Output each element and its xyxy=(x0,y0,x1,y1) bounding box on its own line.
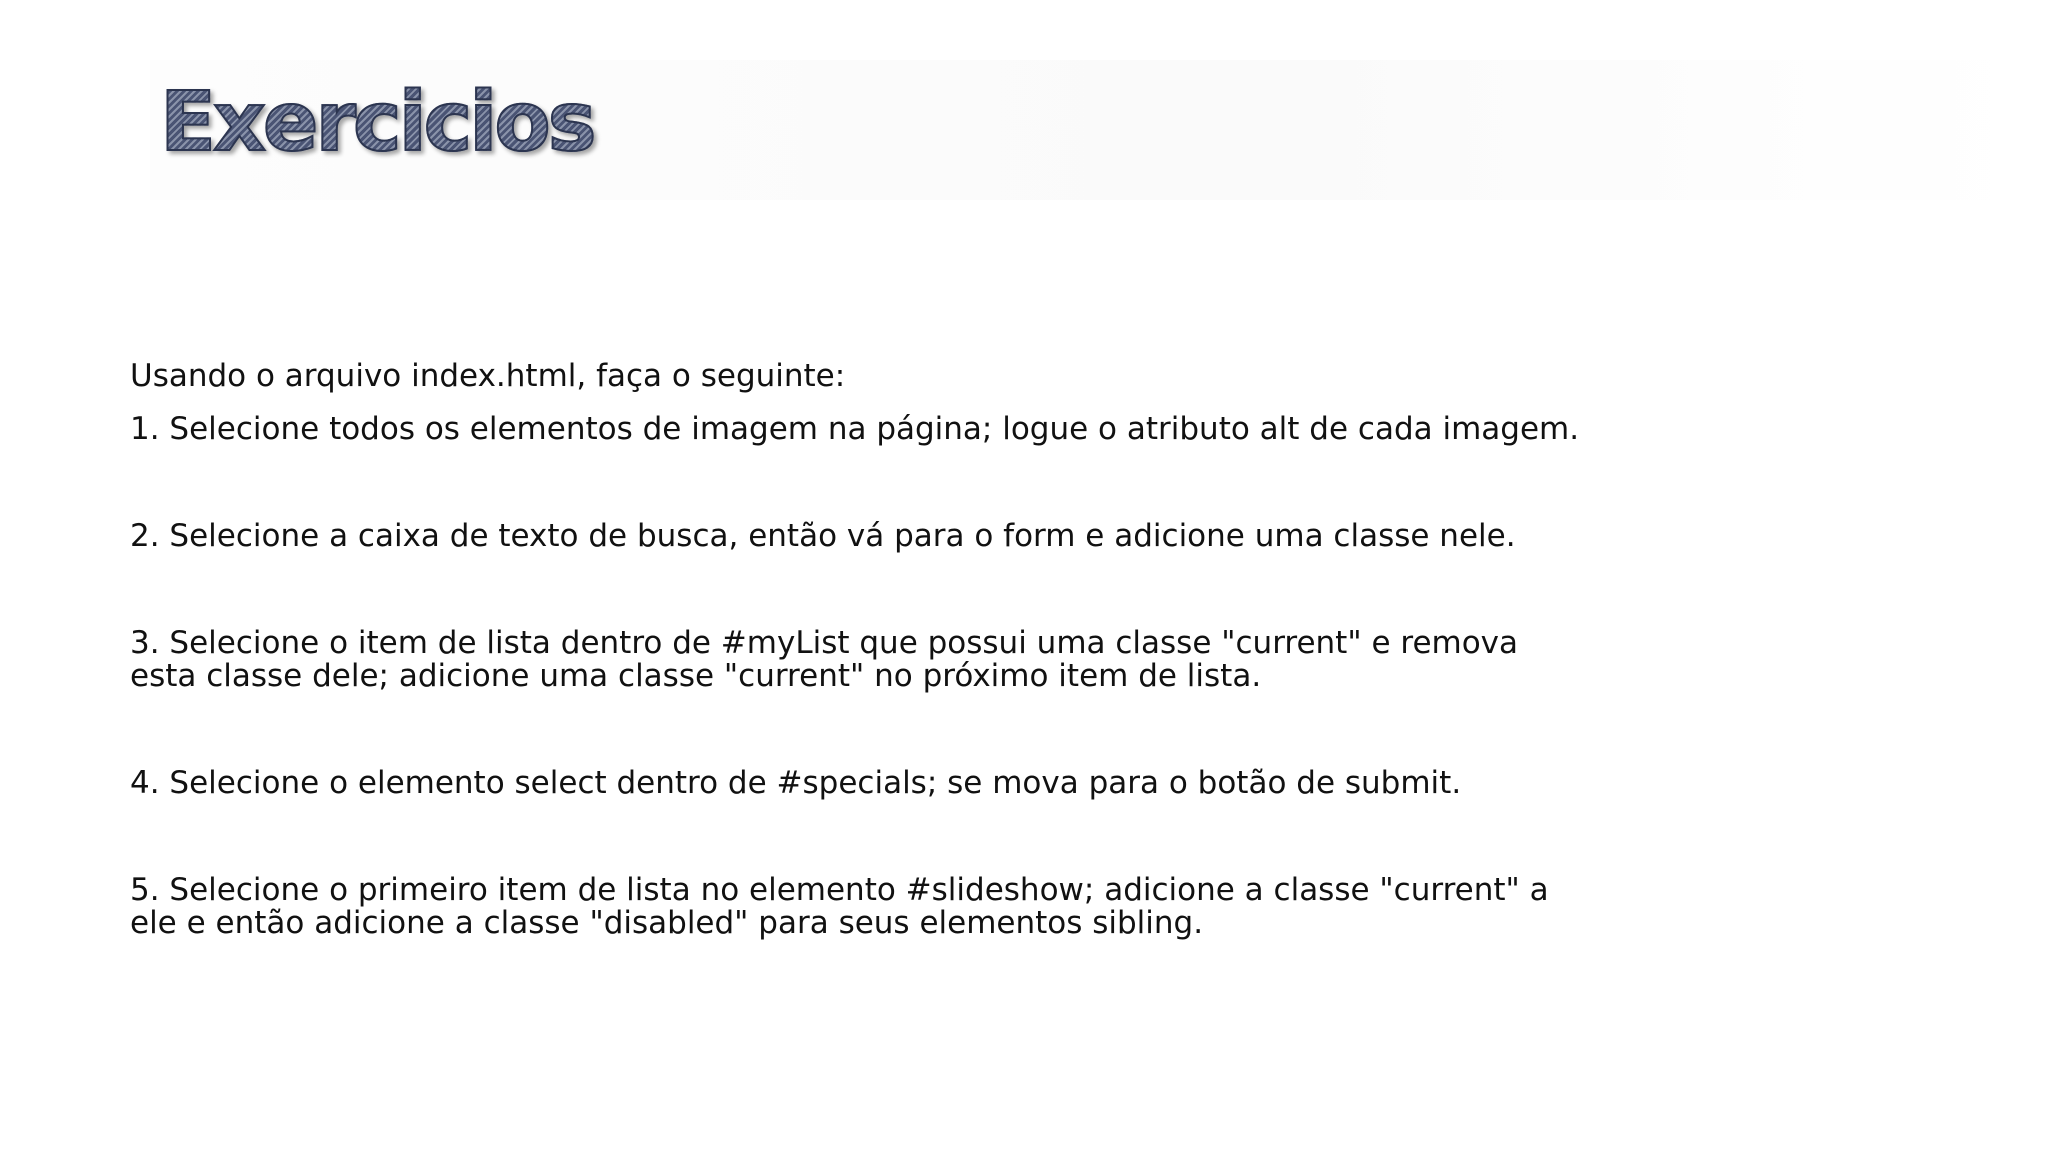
exercise-item-2: 2. Selecione a caixa de texto de busca, então vá para o form e adicione uma classe nele. xyxy=(130,518,1516,554)
slide-body xyxy=(130,360,1580,940)
intro-text: Usando o arquivo index.html, faça o seguinte: xyxy=(130,358,846,394)
slide-title: Exercicios xyxy=(160,75,594,170)
exercise-item-1: 1. Selecione todos os elementos de imagem na página; logue o atributo alt de cada imagem. xyxy=(130,411,1580,447)
exercise-item-3: 3. Selecione o item de lista dentro de #myList que possui uma classe "current" e remova esta classe dele; adicione uma classe "current" no próximo item de lista. xyxy=(130,625,1519,694)
exercise-item-4: 4. Selecione o elemento select dentro de #specials; se mova para o botão de submit. xyxy=(130,765,1462,801)
exercise-item-5: 5. Selecione o primeiro item de lista no elemento #slideshow; adicione a classe "current" a ele e então adicione a classe "disabled" para seus elementos sibling. xyxy=(130,872,1549,941)
